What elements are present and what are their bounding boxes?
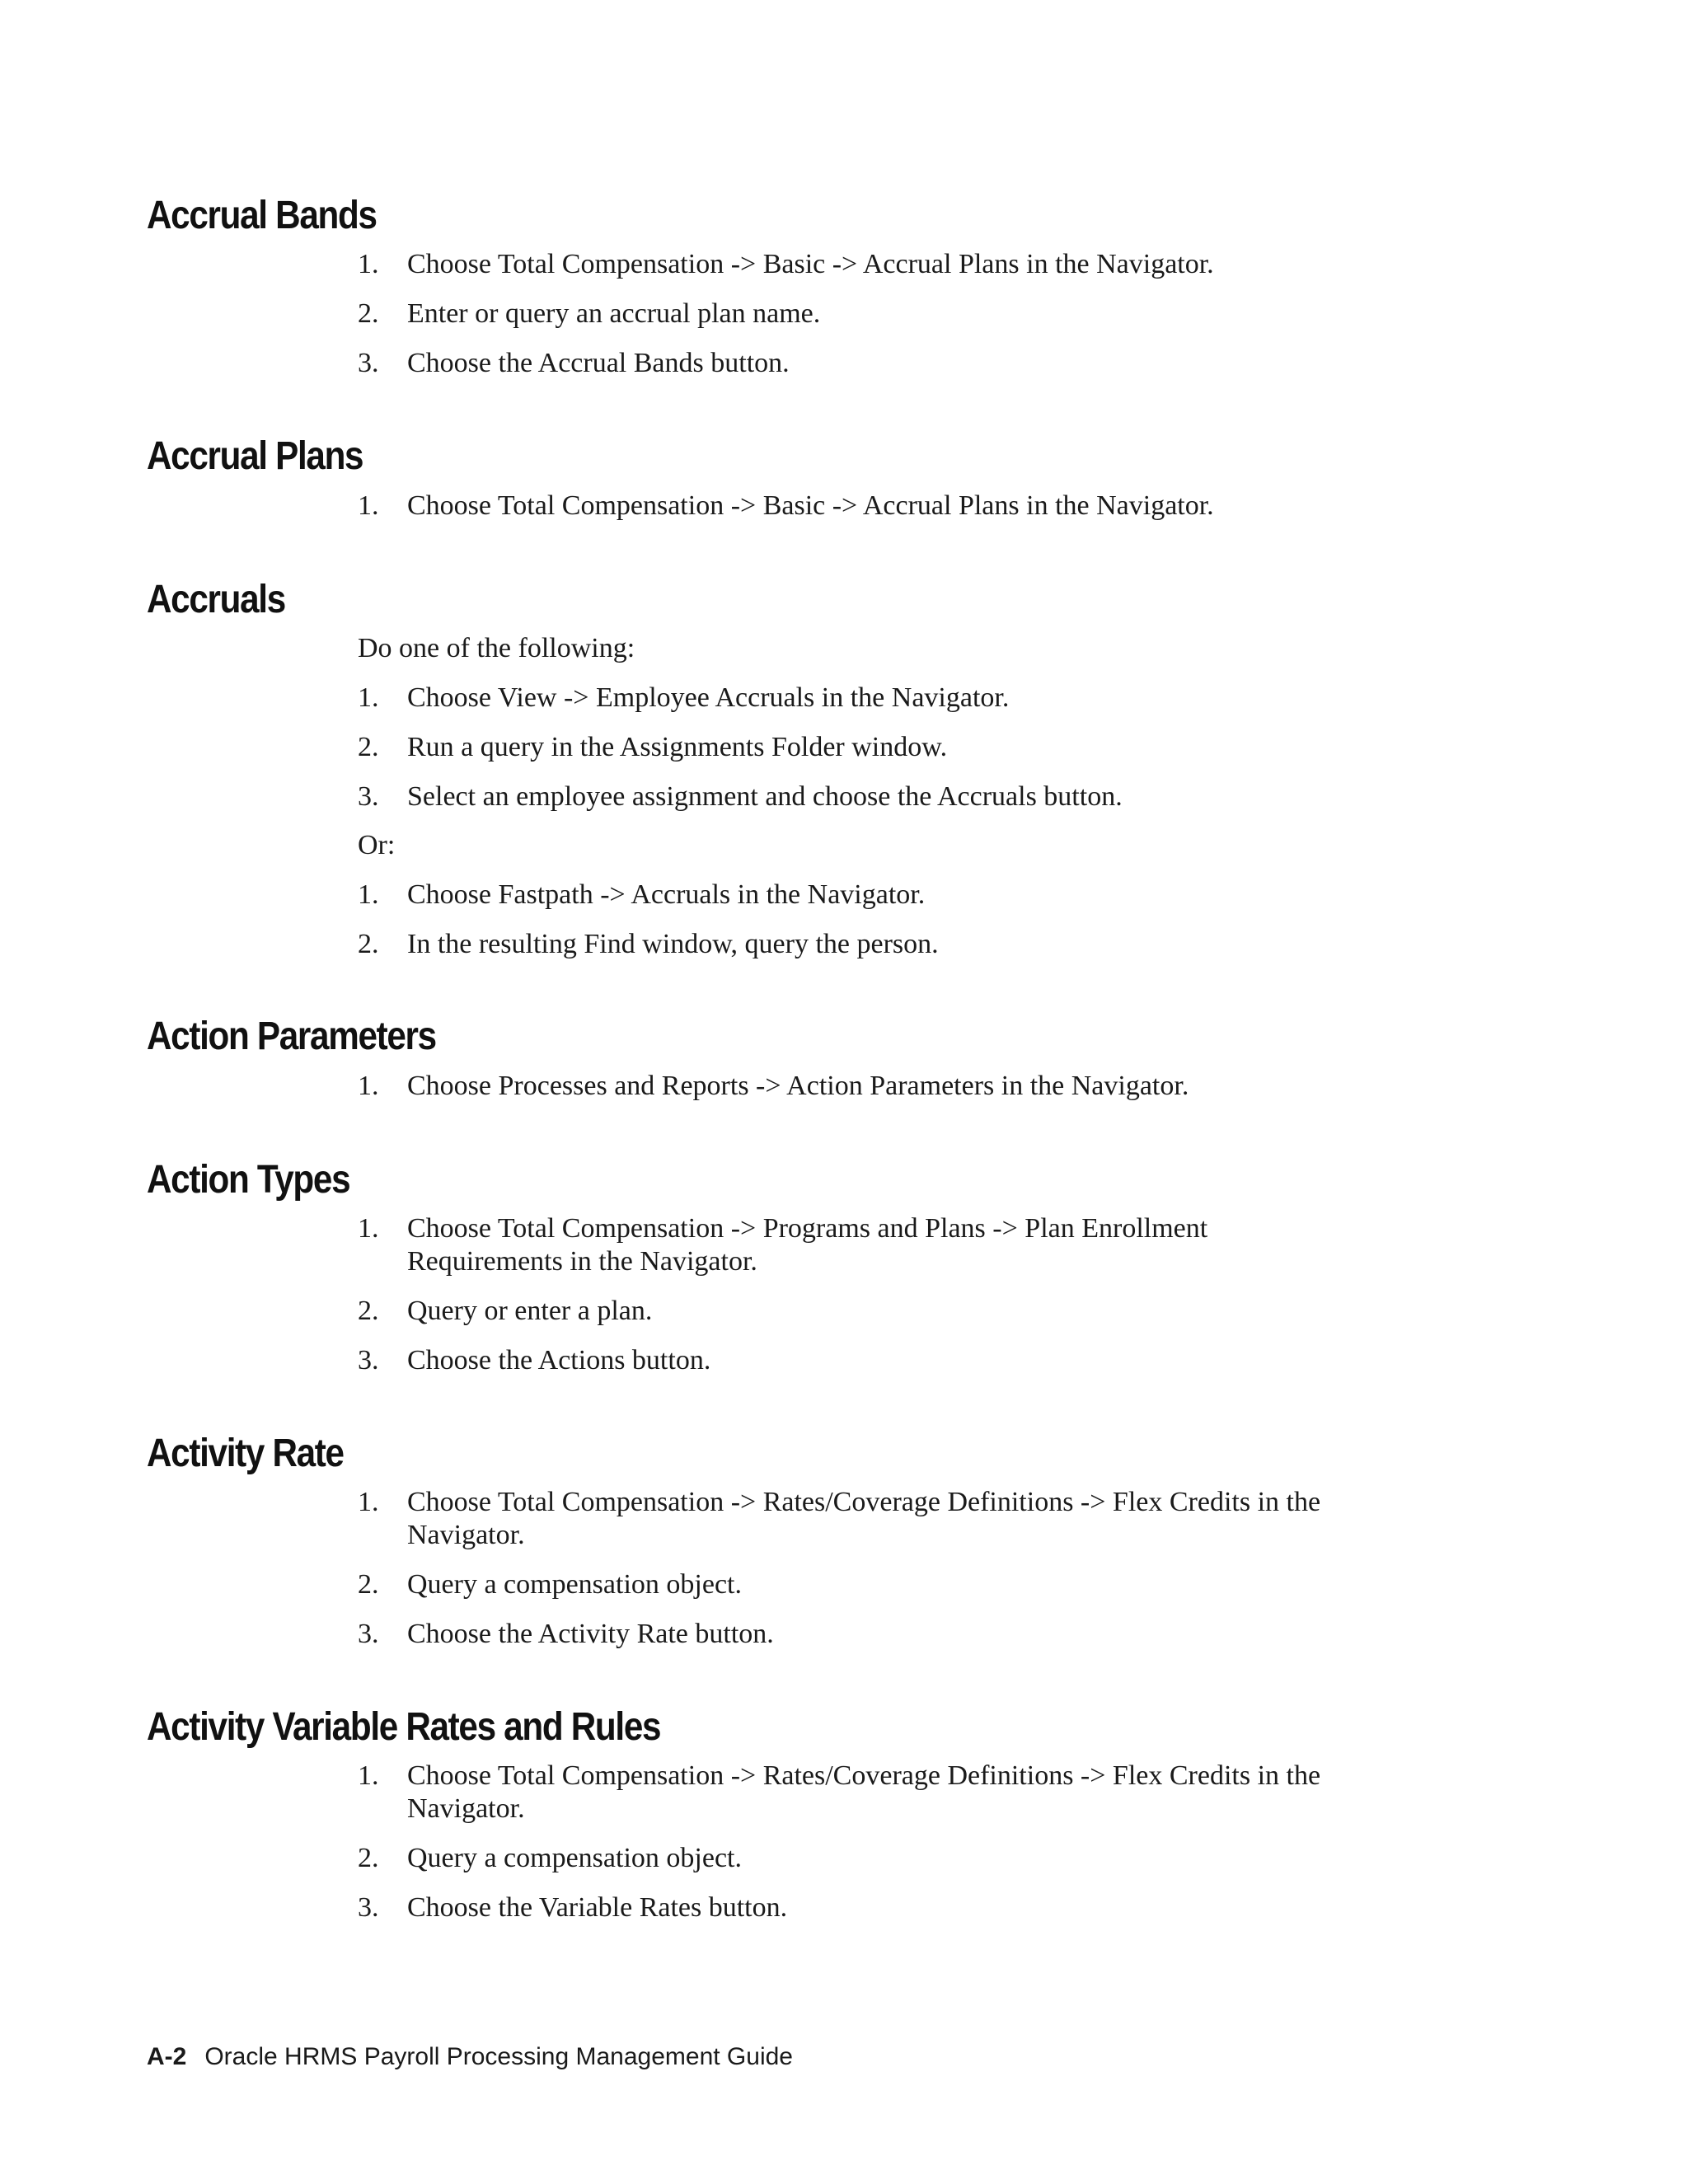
section-heading-action-types: Action Types (147, 1158, 350, 1202)
step-text: In the resulting Find window, query the person. (407, 929, 939, 959)
step-text: Choose Total Compensation -> Programs and Plans -> Plan Enrollment Requirements in the Navigator. (407, 1213, 1208, 1277)
step-number: 2. (358, 298, 379, 329)
intro-text: Do one of the following: (358, 633, 635, 663)
section-heading-activity-variable-rates: Activity Variable Rates and Rules (147, 1705, 661, 1749)
step-text: Query a compensation object. (407, 1569, 742, 1600)
step-text: Choose Fastpath -> Accruals in the Navigator. (407, 879, 926, 910)
step-number: 1. (358, 490, 379, 521)
step-text: Choose Total Compensation -> Basic -> Accrual Plans in the Navigator. (407, 490, 1214, 521)
step-text: Choose the Accrual Bands button. (407, 348, 790, 378)
step-number: 1. (358, 1487, 379, 1517)
step-text: Choose the Activity Rate button. (407, 1619, 774, 1649)
step-number: 3. (358, 1892, 379, 1923)
step-number: 2. (358, 929, 379, 959)
step-text: Choose the Actions button. (407, 1345, 711, 1376)
step-number: 2. (358, 1296, 379, 1326)
section-heading-accrual-bands: Accrual Bands (147, 194, 377, 237)
step-text: Choose Processes and Reports -> Action Parameters in the Navigator. (407, 1071, 1189, 1101)
step-number: 1. (358, 879, 379, 910)
step-number: 1. (358, 1213, 379, 1244)
section-heading-activity-rate: Activity Rate (147, 1432, 344, 1475)
step-number: 3. (358, 1345, 379, 1376)
step-text: Choose Total Compensation -> Basic -> Accrual Plans in the Navigator. (407, 249, 1214, 279)
step-text: Enter or query an accrual plan name. (407, 298, 821, 329)
step-text: Run a query in the Assignments Folder window. (407, 732, 948, 762)
page-number: A-2 (147, 2043, 187, 2070)
step-text: Choose Total Compensation -> Rates/Coverage Definitions -> Flex Credits in the Navigator. (407, 1760, 1321, 1824)
or-label: Or: (358, 830, 396, 860)
step-number: 2. (358, 732, 379, 762)
step-number: 3. (358, 348, 379, 378)
section-heading-action-parameters: Action Parameters (147, 1015, 436, 1058)
step-text: Select an employee assignment and choose the Accruals button. (407, 781, 1123, 812)
section-heading-accrual-plans: Accrual Plans (147, 434, 363, 478)
step-number: 1. (358, 1760, 379, 1791)
step-text: Choose the Variable Rates button. (407, 1892, 788, 1923)
step-number: 1. (358, 249, 379, 279)
step-text: Choose View -> Employee Accruals in the Navigator. (407, 682, 1010, 713)
step-number: 3. (358, 1619, 379, 1649)
step-number: 3. (358, 781, 379, 812)
step-text: Query a compensation object. (407, 1843, 742, 1873)
page-footer (147, 2042, 793, 2072)
section-heading-accruals: Accruals (147, 578, 285, 621)
step-text: Query or enter a plan. (407, 1296, 653, 1326)
step-number: 2. (358, 1569, 379, 1600)
book-title: Oracle HRMS Payroll Processing Management Guide (204, 2043, 793, 2070)
step-number: 2. (358, 1843, 379, 1873)
step-number: 1. (358, 682, 379, 713)
step-number: 1. (358, 1071, 379, 1101)
step-text: Choose Total Compensation -> Rates/Coverage Definitions -> Flex Credits in the Navigator. (407, 1487, 1321, 1550)
